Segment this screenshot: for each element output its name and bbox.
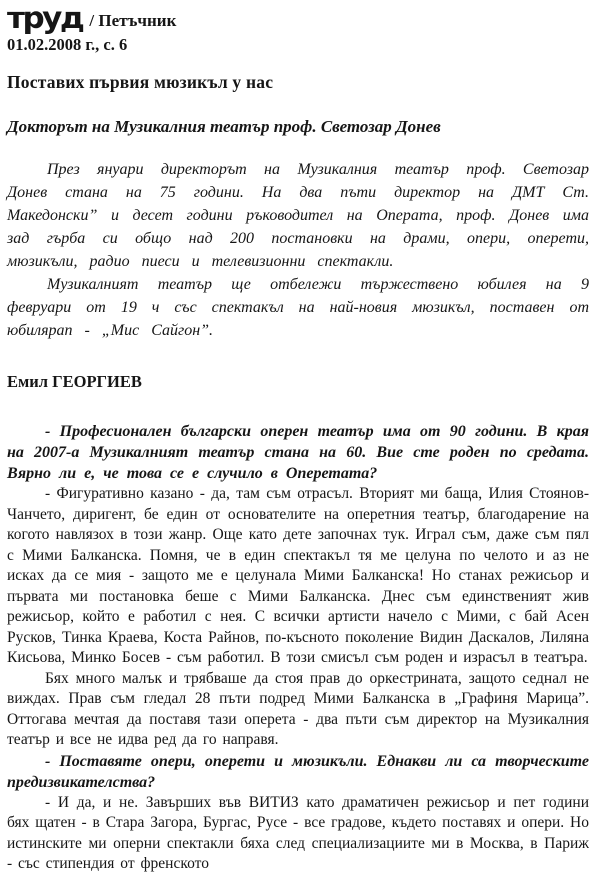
byline: Емил ГЕОРГИЕВ xyxy=(7,372,142,391)
masthead xyxy=(7,1,589,55)
headline: Поставих първия мюзикъл у нас xyxy=(7,72,274,92)
logo-row xyxy=(7,1,589,36)
section-label: / Петъчник xyxy=(89,11,177,30)
interview-answer: Бях много малък и трябваше да стоя прав до оркестрината, защото седнал не виждах. Прав съм гледал 28 пъти подред Мими Балканска в „Графиня Марица”. Оттогава мечтая да поставя тази оперета - два пъти съм директор на Музикалния театър и все не идва ред да го направя. xyxy=(7,669,589,748)
lead-paragraph: Музикалният театър ще отбележи тържествено юбилея на 9 февруари от 19 ч със спектакъл на най-новия мюзикъл, поставен от юбилярап - „Мис Сайгон”. xyxy=(7,276,589,339)
interview-answer: - Фигуративно казано - да, там съм отрасъл. Вторият ми баща, Илия Стоянов-Чанчето, диригент, бе един от основателите на оперетния театър, благодарение на когото навлязох в този жанр. Още като дете започнах тук. Играл съм, даже съм пял с Мими Балканска. Помня, че в един спектакъл тя ме целуна по челото и аз не исках да се мия - защото ме е целунала Мими Балканска! Но станах режисьор и първата ми постановка беше с Мими Балканска. Днес съм единственият жив режисьор, който е работил с нея. С всички артисти начело с Мими, с бай Асен Русков, Тинка Краева, Коста Райнов, по-късното поколение Видин Даскалов, Лиляна Кисьова, Минко Босев - съм работил. В този смисъл съм роден и израсъл в театъра. xyxy=(7,485,589,666)
subtitle: Докторът на Музикалния театър проф. Светозар Донев xyxy=(7,117,441,136)
interview-answer: - И да, и не. Завърших във ВИТИЗ като драматичен режисьор и пет години бях щатен - в Стара Загора, Бургас, Русе - все градове, където поставях и опери. Но истинските ми оперни спектакли бяха след специализациите ми в Москва, в Париж - със стипендия от френското xyxy=(7,793,589,872)
interview-question: - Професионален български оперен театър има от 90 години. В края на 2007-а Музикалният театър стана на 60. Вие сте роден по средата. Вярно ли е, че това се е случило в Оперетата? xyxy=(7,423,589,482)
date-line: 01.02.2008 г., с. 6 xyxy=(7,35,128,54)
lead-paragraph: През януари директорът на Музикалния театър проф. Светозар Донев стана на 75 години. На два пъти директор на ДМТ Ст. Македонски” и десет години ръководител на Операта, проф. Донев има зад гърба си общо над 200 постановки на драми, опери, оперети, мюзикъли, радио пиеси и телевизионни спектакли. xyxy=(7,161,589,270)
interview-question: - Поставяте опери, оперети и мюзикъли. Еднакви ли са творческите предизвикателства? xyxy=(7,752,589,791)
trud-logo: труд xyxy=(7,1,83,36)
